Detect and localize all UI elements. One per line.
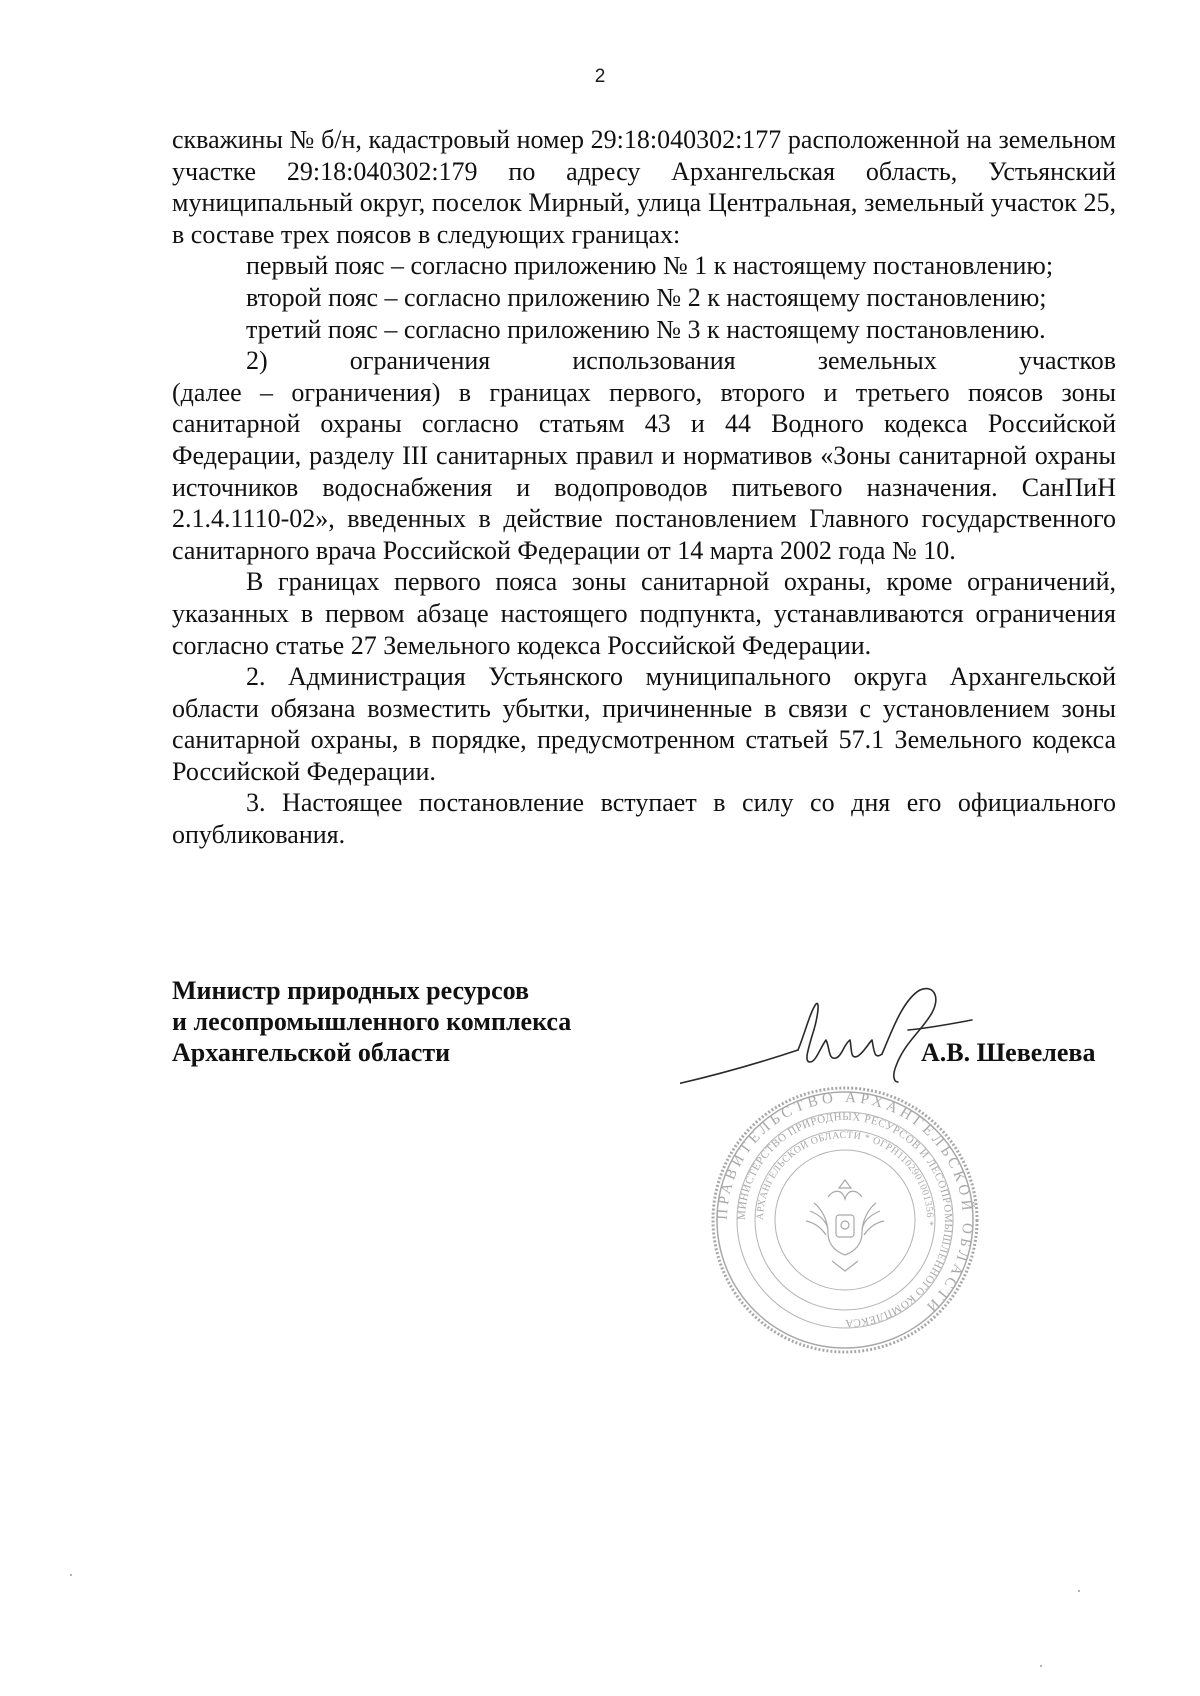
paragraph-clause-2: 2. Администрация Устьянского муниципального округа Архангельской области обязана возместить убытки, причиненные в связи с установлением зоны санитарной охраны, в порядке, предусмотренном статьей 57.1 Земельного кодекса Российской Федерации. (172, 662, 1116, 786)
paragraph-belt-2: второй пояс – согласно приложению № 2 к настоящему постановлению; (246, 282, 1047, 312)
paragraph-intro: скважины № б/н, кадастровый номер 29:18:040302:177 расположенной на земельном участке 29:18:040302:179 по адресу Архангельская область, Устьянский муниципальный округ, поселок Мирный, улица Центральная, земельный участок 25, в составе трех поясов в следующих границах: (172, 125, 1116, 249)
signatory-title-line-1: Министр природных ресурсов (172, 976, 530, 1005)
signatory-title (172, 975, 571, 1068)
paragraph-clause-3: 3. Настоящее постановление вступает в силу со дня его официального опубликования. (172, 788, 1116, 850)
official-seal (710, 1085, 980, 1355)
seal-outer-ring-text: ПРАВИТЕЛЬСТВО АРХАНГЕЛЬСКОЙ ОБЛАСТИ (714, 1089, 976, 1318)
seal-middle-ring-text: МИНИСТЕРСТВО ПРИРОДНЫХ РЕСУРСОВ И ЛЕСОПРОМЫШЛЕННОГО КОМПЛЕКСА (735, 1110, 955, 1330)
paragraph-item-2: (далее – ограничения) в границах первого, второго и третьего поясов зоны санитарной охраны согласно статьям 43 и 44 Водного кодекса Российской Федерации, разделу III санитарных правил и нормативов «Зоны санитарной охраны источников водоснабжения и водопроводов питьевого назначения. СанПиН 2.1.4.1110-02», введенных в действие постановлением Главного государственного санитарного врача Российской Федерации от 14 марта 2002 года № 10. (172, 377, 1116, 565)
page-number: 2 (594, 66, 606, 87)
handwritten-signature (680, 970, 980, 1100)
scan-artifact (1040, 1665, 1042, 1667)
signer-name: А.В. Шевелева (921, 1038, 1096, 1067)
paragraph-belt-1: первый пояс – согласно приложению № 1 к настоящему постановлению; (246, 251, 1054, 281)
signatory-title-line-2: и лесопромышленного комплекса (172, 1007, 572, 1036)
paragraph-belt-3: третий пояс – согласно приложению № 3 к настоящему постановлению. (246, 314, 1046, 344)
paragraph-item-2-first-line: 2) ограничения использования земельных участков (246, 346, 1116, 376)
coat-of-arms-icon (806, 1180, 884, 1271)
seal-inner-ring-text: АРХАНГЕЛЬСКОЙ ОБЛАСТИ * ОГРН1102901001356 * (754, 1129, 936, 1227)
signatory-title-line-3: Архангельской области (172, 1038, 451, 1067)
paragraph-first-belt-restrictions: В границах первого пояса зоны санитарной охраны, кроме ограничений, указанных в первом абзаце настоящего подпункта, устанавливаются ограничения согласно статье 27 Земельного кодекса Российской Федерации. (172, 567, 1116, 660)
scan-artifact (1078, 1590, 1080, 1592)
document-body (172, 124, 1116, 851)
scan-artifact (70, 1574, 72, 1576)
